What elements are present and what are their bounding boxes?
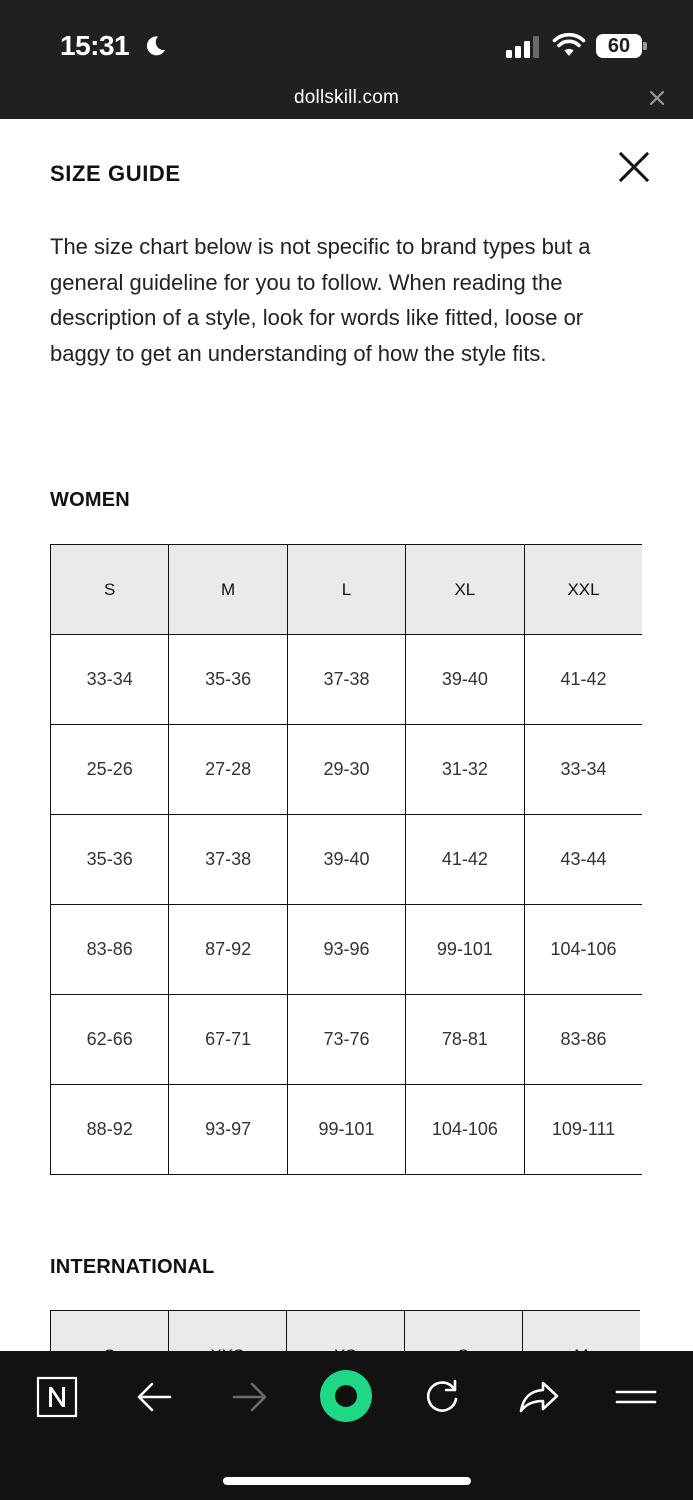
table-row <box>51 815 643 905</box>
table-row <box>51 725 643 815</box>
table-cell: 27-28 <box>169 725 287 815</box>
header-cell: L <box>287 545 405 635</box>
status-bar <box>0 0 693 80</box>
table-row <box>51 995 643 1085</box>
close-icon[interactable] <box>617 150 651 184</box>
home-indicator[interactable] <box>223 1477 471 1485</box>
header-cell: M <box>169 545 287 635</box>
women-size-table <box>50 544 642 1175</box>
table-cell: 109-111 <box>524 1085 642 1175</box>
table-cell: 93-97 <box>169 1085 287 1175</box>
table-cell: 43-44 <box>524 815 642 905</box>
share-icon[interactable] <box>517 1375 561 1419</box>
battery-icon <box>596 34 648 58</box>
table-cell: 39-40 <box>406 635 524 725</box>
international-table-clip <box>50 1310 640 1351</box>
url-bar[interactable] <box>0 80 693 119</box>
back-arrow-icon[interactable] <box>132 1375 176 1419</box>
url-text[interactable]: dollskill.com <box>293 87 399 108</box>
moon-icon <box>143 34 167 58</box>
table-cell: 35-36 <box>51 815 169 905</box>
size-guide-intro: The size chart below is not specific to brand types but a general guideline for you to follow. When reading the description of a style, look for words like fitted, loose or baggy to get an understanding of how the style fits. <box>50 234 591 366</box>
close-tab-icon[interactable] <box>647 88 667 108</box>
table-cell: 67-71 <box>169 995 287 1085</box>
header-cell: S <box>51 545 169 635</box>
table-cell: 104-106 <box>406 1085 524 1175</box>
table-header-row <box>51 545 643 635</box>
table-cell: 104-106 <box>524 905 642 995</box>
table-cell: 35-36 <box>169 635 287 725</box>
table-row <box>51 1085 643 1175</box>
status-time: 15:31 <box>60 30 130 61</box>
table-cell: 78-81 <box>406 995 524 1085</box>
table-cell: 25-26 <box>51 725 169 815</box>
table-cell: 88-92 <box>51 1085 169 1175</box>
women-section-label: WOMEN <box>50 489 130 511</box>
menu-icon[interactable] <box>614 1375 658 1419</box>
table-cell: 39-40 <box>287 815 405 905</box>
table-cell: 87-92 <box>169 905 287 995</box>
table-row <box>51 635 643 725</box>
table-cell: 37-38 <box>287 635 405 725</box>
battery-level: 60 <box>596 34 642 58</box>
international-section-label: INTERNATIONAL <box>50 1256 215 1278</box>
table-row <box>51 905 643 995</box>
table-cell: 83-86 <box>51 905 169 995</box>
table-cell: 99-101 <box>287 1085 405 1175</box>
table-cell: 93-96 <box>287 905 405 995</box>
table-cell: 99-101 <box>406 905 524 995</box>
home-circle-icon[interactable] <box>319 1369 373 1423</box>
table-cell: 73-76 <box>287 995 405 1085</box>
table-cell: 31-32 <box>406 725 524 815</box>
reload-icon[interactable] <box>420 1375 464 1419</box>
cellular-signal-icon <box>506 36 542 58</box>
table-cell: 37-38 <box>169 815 287 905</box>
header-cell: XXL <box>524 545 642 635</box>
table-cell: 62-66 <box>51 995 169 1085</box>
wifi-icon <box>553 33 585 57</box>
table-cell: 83-86 <box>524 995 642 1085</box>
modal-title: SIZE GUIDE <box>50 161 181 186</box>
table-cell: 41-42 <box>406 815 524 905</box>
table-cell: 29-30 <box>287 725 405 815</box>
notion-icon[interactable] <box>35 1375 79 1419</box>
browser-toolbar <box>0 1351 693 1500</box>
header-cell: XL <box>406 545 524 635</box>
table-cell: 41-42 <box>524 635 642 725</box>
table-cell: 33-34 <box>524 725 642 815</box>
table-cell: 33-34 <box>51 635 169 725</box>
forward-arrow-icon[interactable] <box>228 1375 272 1419</box>
